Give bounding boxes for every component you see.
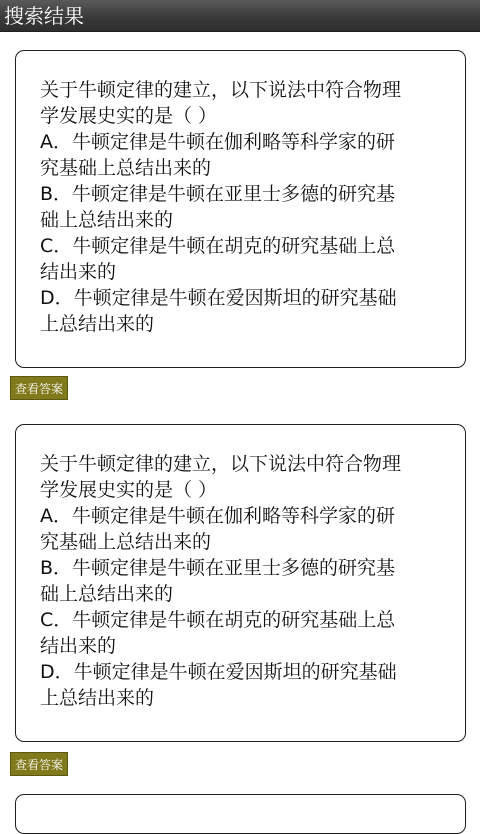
- option-c-line: 结出来的: [40, 635, 117, 657]
- result-card[interactable]: [15, 50, 466, 368]
- option-d-line: 上总结出来的: [40, 687, 155, 709]
- option-b-line: B．牛顿定律是牛顿在亚里士多德的研究基: [40, 557, 396, 579]
- option-b-line: 础上总结出来的: [40, 209, 174, 231]
- view-answer-button[interactable]: 查看答案: [10, 752, 68, 776]
- option-a-line: 究基础上总结出来的: [40, 531, 212, 553]
- option-b-line: 础上总结出来的: [40, 583, 174, 605]
- option-b-line: B．牛顿定律是牛顿在亚里士多德的研究基: [40, 183, 396, 205]
- option-a-line: A．牛顿定律是牛顿在伽利略等科学家的研: [40, 131, 395, 153]
- view-answer-button[interactable]: 查看答案: [10, 376, 68, 400]
- question-text: [40, 451, 448, 711]
- result-card[interactable]: [15, 794, 466, 834]
- page-title: 搜索结果: [4, 4, 84, 28]
- question-line: 学发展史实的是（ ）: [40, 479, 218, 501]
- title-bar: [0, 0, 480, 32]
- option-d-line: 上总结出来的: [40, 313, 155, 335]
- question-line: 学发展史实的是（ ）: [40, 105, 218, 127]
- question-line: 关于牛顿定律的建立，以下说法中符合物理: [40, 79, 402, 101]
- question-line: 关于牛顿定律的建立，以下说法中符合物理: [40, 453, 402, 475]
- option-a-line: 究基础上总结出来的: [40, 157, 212, 179]
- option-d-line: D．牛顿定律是牛顿在爱因斯坦的研究基础: [40, 661, 397, 683]
- result-card[interactable]: [15, 424, 466, 742]
- question-text: [40, 77, 448, 337]
- option-c-line: 结出来的: [40, 261, 117, 283]
- option-c-line: C．牛顿定律是牛顿在胡克的研究基础上总: [40, 235, 396, 257]
- option-a-line: A．牛顿定律是牛顿在伽利略等科学家的研: [40, 505, 395, 527]
- option-c-line: C．牛顿定律是牛顿在胡克的研究基础上总: [40, 609, 396, 631]
- option-d-line: D．牛顿定律是牛顿在爱因斯坦的研究基础: [40, 287, 397, 309]
